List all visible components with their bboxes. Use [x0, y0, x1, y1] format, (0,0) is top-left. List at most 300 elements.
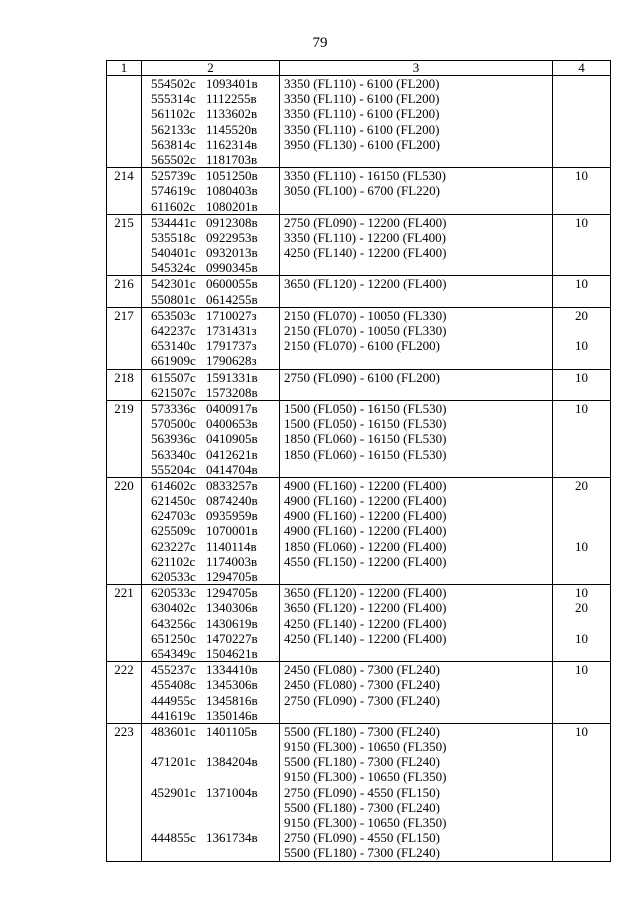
latitude: 623227с: [151, 538, 196, 554]
altitude-range: 2750 (FL090) - 6100 (FL200): [284, 369, 440, 385]
coordinate-line: [142, 91, 279, 106]
value: 20: [575, 477, 588, 493]
coordinate-line: [142, 724, 279, 739]
coordinates-cell: [142, 585, 280, 662]
longitude: 1145520в: [206, 121, 258, 137]
coordinate-line: [142, 353, 279, 368]
altitude-range: 9150 (FL300) - 10650 (FL350): [284, 739, 447, 755]
altitude-range: 2750 (FL090) - 4550 (FL150): [284, 784, 440, 800]
coordinate-line: [142, 260, 279, 275]
value: 10: [575, 338, 588, 354]
value: [553, 830, 610, 845]
coordinate-line: [142, 230, 279, 245]
value: [553, 183, 610, 198]
value: [553, 230, 610, 245]
group-id: 218: [114, 369, 134, 385]
longitude: 1340306в: [206, 600, 258, 616]
value: [553, 76, 610, 91]
coordinate-line: [142, 815, 279, 830]
latitude: 574619с: [151, 183, 196, 199]
altitude-range: 4900 (FL160) - 12200 (FL400): [284, 477, 447, 493]
value: [553, 462, 610, 477]
group-id: [107, 76, 141, 91]
value: [553, 785, 610, 800]
group-id-cell: [107, 662, 142, 724]
altitude-cell: [280, 723, 553, 861]
latitude: 654349с: [151, 645, 196, 661]
value: 10: [575, 369, 588, 385]
altitude-range: 3650 (FL120) - 12200 (FL400): [284, 600, 447, 616]
latitude: 452901с: [151, 784, 196, 800]
coordinate-line: [142, 183, 279, 198]
altitude-range: 4900 (FL160) - 12200 (FL400): [284, 508, 447, 524]
coordinates-cell: [142, 400, 280, 477]
coordinate-line: [142, 785, 279, 800]
latitude: 455408с: [151, 677, 196, 693]
header-row: [107, 61, 611, 76]
latitude: 550801с: [151, 291, 196, 307]
value-cell: [553, 400, 611, 477]
value: [553, 646, 610, 661]
latitude: 545324с: [151, 260, 196, 276]
altitude-range: [280, 353, 552, 368]
group-id-cell: [107, 276, 142, 307]
coordinate-line: [142, 323, 279, 338]
longitude: 1294705в: [206, 585, 258, 601]
table-row: [107, 369, 611, 400]
longitude: 1591331в: [206, 369, 258, 385]
latitude: 570500с: [151, 416, 196, 432]
longitude: 1790628з: [206, 353, 257, 369]
latitude: 563340с: [151, 446, 196, 462]
table-row: [107, 307, 611, 369]
longitude: 1573208в: [206, 384, 258, 400]
value: [553, 152, 610, 167]
altitude-cell: [280, 76, 553, 168]
altitude-range: 2150 (FL070) - 6100 (FL200): [284, 338, 440, 354]
value: [553, 815, 610, 830]
longitude: 1361734в: [206, 830, 258, 846]
altitude-range: [280, 199, 552, 214]
coordinate-line: [142, 122, 279, 137]
altitude-range: 3350 (FL110) - 6100 (FL200): [284, 121, 440, 137]
latitude: 555204с: [151, 461, 196, 477]
longitude: 1051250в: [206, 168, 258, 184]
longitude: 0410905в: [206, 431, 258, 447]
altitude-cell: [280, 168, 553, 215]
altitude-range: 3350 (FL110) - 16150 (FL530): [284, 168, 447, 184]
longitude: 1504621в: [206, 645, 258, 661]
value: 10: [575, 400, 588, 416]
value: [553, 845, 610, 860]
coordinate-line: [142, 308, 279, 323]
coordinate-line: [142, 137, 279, 152]
value: [553, 554, 610, 569]
coordinate-line: [142, 245, 279, 260]
value-cell: [553, 662, 611, 724]
value: [553, 708, 610, 723]
latitude: 651250с: [151, 630, 196, 646]
coordinate-line: [142, 646, 279, 661]
value-cell: [553, 369, 611, 400]
longitude: 0414704в: [206, 461, 258, 477]
altitude-range: 5500 (FL180) - 7300 (FL240): [284, 754, 440, 770]
altitude-cell: [280, 214, 553, 276]
latitude: 471201с: [151, 754, 196, 770]
group-id: 222: [114, 662, 134, 678]
altitude-range: 4250 (FL140) - 12200 (FL400): [284, 615, 447, 631]
latitude: 542301с: [151, 276, 196, 292]
coordinate-line: [142, 800, 279, 815]
coordinate-line: [142, 431, 279, 446]
longitude: 1430619в: [206, 615, 258, 631]
coordinates-cell: [142, 307, 280, 369]
table-row: [107, 76, 611, 168]
latitude: 621450с: [151, 493, 196, 509]
latitude: 653140с: [151, 338, 196, 354]
value: [553, 353, 610, 368]
longitude: 1140114в: [206, 538, 257, 554]
latitude: 525739с: [151, 168, 196, 184]
altitude-range: 4550 (FL150) - 12200 (FL400): [284, 553, 447, 569]
altitude-range: 2750 (FL090) - 7300 (FL240): [284, 692, 440, 708]
coordinate-line: [142, 830, 279, 845]
longitude: 1334410в: [206, 662, 258, 678]
value: [553, 800, 610, 815]
coordinate-line: [142, 168, 279, 183]
altitude-range: 3350 (FL110) - 12200 (FL400): [284, 229, 447, 245]
longitude: 1731431з: [206, 323, 257, 338]
longitude: 1174003в: [206, 553, 258, 569]
altitude-range: 1500 (FL050) - 16150 (FL530): [284, 416, 447, 432]
longitude: 1181703в: [206, 151, 258, 167]
value: [553, 693, 610, 708]
value: 10: [575, 585, 588, 601]
value: [553, 431, 610, 446]
coordinates-cell: [142, 76, 280, 168]
coordinate-line: [142, 401, 279, 416]
value-cell: [553, 307, 611, 369]
coordinates-cell: [142, 477, 280, 584]
group-id: 216: [114, 276, 134, 292]
longitude: 1791737з: [206, 338, 257, 354]
value: 10: [575, 214, 588, 230]
altitude-range: 4250 (FL140) - 12200 (FL400): [284, 630, 447, 646]
longitude: 0600055в: [206, 276, 258, 292]
altitude-range: 4900 (FL160) - 12200 (FL400): [284, 523, 447, 539]
coordinate-line: [142, 292, 279, 307]
value: [553, 677, 610, 692]
group-id: 214: [114, 168, 134, 184]
latitude: 642237с: [151, 323, 196, 338]
latitude: 661909с: [151, 353, 196, 369]
altitude-range: 5500 (FL180) - 7300 (FL240): [284, 799, 440, 815]
longitude: 0935959в: [206, 508, 258, 524]
value: 10: [575, 662, 588, 678]
group-id: 217: [114, 307, 134, 323]
coordinate-line: [142, 215, 279, 230]
value: [553, 199, 610, 214]
altitude-range: [280, 292, 552, 307]
value-cell: [553, 168, 611, 215]
latitude: 630402с: [151, 600, 196, 616]
longitude: 0922953в: [206, 229, 258, 245]
value: [553, 569, 610, 584]
column-header-4: 4: [553, 61, 611, 76]
coordinate-line: [142, 478, 279, 493]
group-id-cell: [107, 369, 142, 400]
coordinate-line: [142, 693, 279, 708]
value: [553, 245, 610, 260]
longitude: 0990345в: [206, 260, 258, 276]
altitude-range: [280, 646, 552, 661]
coordinate-line: [142, 523, 279, 538]
group-id: 220: [114, 477, 134, 493]
coordinate-line: [142, 631, 279, 646]
table-row: [107, 400, 611, 477]
group-id-cell: [107, 477, 142, 584]
table-body: [107, 76, 611, 862]
latitude: 483601с: [151, 723, 196, 739]
altitude-cell: [280, 662, 553, 724]
value-cell: [553, 585, 611, 662]
longitude: 0874240в: [206, 493, 258, 509]
altitude-cell: [280, 477, 553, 584]
altitude-cell: [280, 369, 553, 400]
longitude: 0932013в: [206, 245, 258, 261]
coordinate-line: [142, 739, 279, 754]
table-row: [107, 585, 611, 662]
coordinate-line: [142, 385, 279, 400]
latitude: 534441с: [151, 214, 196, 230]
longitude: 0412621в: [206, 446, 258, 462]
altitude-cell: [280, 276, 553, 307]
latitude: 621507с: [151, 384, 196, 400]
coordinate-line: [142, 539, 279, 554]
altitude-range: 4250 (FL140) - 12200 (FL400): [284, 245, 447, 261]
coordinate-line: [142, 508, 279, 523]
coordinates-cell: [142, 723, 280, 861]
value: 20: [575, 307, 588, 323]
group-id: 223: [114, 723, 134, 739]
value: 10: [575, 168, 588, 184]
coordinate-line: [142, 662, 279, 677]
coordinate-line: [142, 708, 279, 723]
coordinates-cell: [142, 276, 280, 307]
coordinate-line: [142, 600, 279, 615]
value: [553, 91, 610, 106]
latitude: 444855с: [151, 830, 196, 846]
longitude: 1345306в: [206, 677, 258, 693]
column-header-2: 2: [142, 61, 280, 76]
altitude-range: 3650 (FL120) - 12200 (FL400): [284, 276, 447, 292]
value: [553, 385, 610, 400]
group-id-cell: [107, 76, 142, 168]
latitude: 561102с: [151, 106, 196, 122]
altitude-range: 1850 (FL060) - 16150 (FL530): [284, 431, 447, 447]
latitude: 611602с: [151, 198, 196, 214]
value: [553, 416, 610, 431]
coordinate-line: [142, 493, 279, 508]
longitude: 1710027з: [206, 307, 257, 323]
value: [553, 260, 610, 275]
longitude: 1112255в: [206, 91, 257, 107]
value: 10: [575, 723, 588, 739]
value: [553, 508, 610, 523]
altitude-range: 5500 (FL180) - 7300 (FL240): [284, 845, 440, 861]
table-row: [107, 168, 611, 215]
coordinate-line: [142, 447, 279, 462]
altitude-range: [280, 708, 552, 723]
longitude: 0912308в: [206, 214, 258, 230]
value-cell: [553, 723, 611, 861]
value: [553, 137, 610, 152]
group-id-cell: [107, 585, 142, 662]
table-row: [107, 214, 611, 276]
coordinate-line: [142, 370, 279, 385]
altitude-cell: [280, 307, 553, 369]
longitude: 1133602в: [206, 106, 258, 122]
group-id: 215: [114, 214, 134, 230]
value: 20: [575, 600, 588, 616]
altitude-range: 5500 (FL180) - 7300 (FL240): [284, 723, 440, 739]
coordinate-line: [142, 199, 279, 214]
coordinate-line: [142, 554, 279, 569]
altitude-range: 3650 (FL120) - 12200 (FL400): [284, 585, 447, 601]
coordinates-cell: [142, 214, 280, 276]
coordinate-line: [142, 754, 279, 769]
altitude-range: 9150 (FL300) - 10650 (FL350): [284, 769, 447, 785]
table-row: [107, 276, 611, 307]
latitude: 540401с: [151, 245, 196, 261]
page-number: 79: [312, 35, 328, 51]
latitude: 563814с: [151, 136, 196, 152]
value-cell: [553, 76, 611, 168]
value: [553, 739, 610, 754]
group-id-cell: [107, 307, 142, 369]
coordinate-line: [142, 416, 279, 431]
value: [553, 292, 610, 307]
altitude-range: [280, 152, 552, 167]
latitude: 573336с: [151, 400, 196, 416]
latitude: 444955с: [151, 692, 196, 708]
coordinates-cell: [142, 168, 280, 215]
coordinate-line: [142, 106, 279, 121]
latitude: 614602с: [151, 477, 196, 493]
altitude-range: 2450 (FL080) - 7300 (FL240): [284, 662, 440, 678]
altitude-range: [280, 569, 552, 584]
value: [553, 493, 610, 508]
coordinate-line: [142, 152, 279, 167]
longitude: 1470227в: [206, 630, 258, 646]
longitude: 1070001в: [206, 523, 258, 539]
longitude: 0400917в: [206, 400, 258, 416]
value: [553, 122, 610, 137]
altitude-range: 1850 (FL060) - 12200 (FL400): [284, 538, 447, 554]
airspace-table: [106, 60, 611, 862]
value: 10: [575, 276, 588, 292]
value: [553, 447, 610, 462]
altitude-cell: [280, 585, 553, 662]
altitude-range: 4900 (FL160) - 12200 (FL400): [284, 493, 447, 509]
table-row: [107, 477, 611, 584]
coordinate-line: [142, 569, 279, 584]
longitude: 0400653в: [206, 416, 258, 432]
latitude: 565502с: [151, 151, 196, 167]
longitude: 1294705в: [206, 569, 258, 584]
table-row: [107, 723, 611, 861]
value-cell: [553, 214, 611, 276]
table-row: [107, 662, 611, 724]
longitude: 1080403в: [206, 183, 258, 199]
latitude: 554502с: [151, 76, 196, 91]
coordinates-cell: [142, 662, 280, 724]
altitude-range: 3350 (FL110) - 6100 (FL200): [284, 76, 440, 91]
latitude: 562133с: [151, 121, 196, 137]
coordinate-line: [142, 769, 279, 784]
altitude-range: 2150 (FL070) - 10050 (FL330): [284, 323, 447, 338]
latitude: 441619с: [151, 707, 196, 723]
altitude-range: [280, 385, 552, 400]
value-cell: [553, 477, 611, 584]
latitude: 625509с: [151, 523, 196, 539]
coordinate-line: [142, 845, 279, 860]
altitude-range: 3350 (FL110) - 6100 (FL200): [284, 91, 440, 107]
longitude: 1350146в: [206, 707, 258, 723]
value: [553, 754, 610, 769]
altitude-cell: [280, 400, 553, 477]
altitude-range: 9150 (FL300) - 10650 (FL350): [284, 815, 447, 830]
column-header-3: 3: [280, 61, 553, 76]
coordinate-line: [142, 462, 279, 477]
group-id-cell: [107, 214, 142, 276]
group-id: 219: [114, 400, 134, 416]
value: [553, 106, 610, 121]
value: [553, 616, 610, 631]
longitude: 1162314в: [206, 136, 258, 152]
value: 10: [575, 630, 588, 646]
latitude: 455237с: [151, 662, 196, 678]
altitude-range: 1850 (FL060) - 16150 (FL530): [284, 446, 447, 462]
altitude-range: 3950 (FL130) - 6100 (FL200): [284, 136, 440, 152]
altitude-range: 2150 (FL070) - 10050 (FL330): [284, 307, 447, 323]
altitude-range: 2750 (FL090) - 4550 (FL150): [284, 830, 440, 846]
coordinate-line: [142, 338, 279, 353]
coordinates-cell: [142, 369, 280, 400]
value-cell: [553, 276, 611, 307]
column-header-1: 1: [107, 61, 142, 76]
latitude: 563936с: [151, 431, 196, 447]
coordinate-line: [142, 76, 279, 91]
latitude: 620533с: [151, 585, 196, 601]
altitude-range: 3350 (FL110) - 6100 (FL200): [284, 106, 440, 122]
longitude: 1080201в: [206, 198, 258, 214]
coordinate-line: [142, 585, 279, 600]
longitude: 0614255в: [206, 291, 258, 307]
altitude-range: 3050 (FL100) - 6700 (FL220): [284, 183, 440, 199]
latitude: 555314с: [151, 91, 196, 107]
altitude-range: [280, 260, 552, 275]
latitude: 624703с: [151, 508, 196, 524]
longitude: 1384204в: [206, 754, 258, 770]
value: 10: [575, 538, 588, 554]
latitude: 653503с: [151, 307, 196, 323]
latitude: 620533с: [151, 569, 196, 584]
value: [553, 323, 610, 338]
longitude: 1371004в: [206, 784, 258, 800]
coordinate-line: [142, 677, 279, 692]
coordinate-line: [142, 616, 279, 631]
